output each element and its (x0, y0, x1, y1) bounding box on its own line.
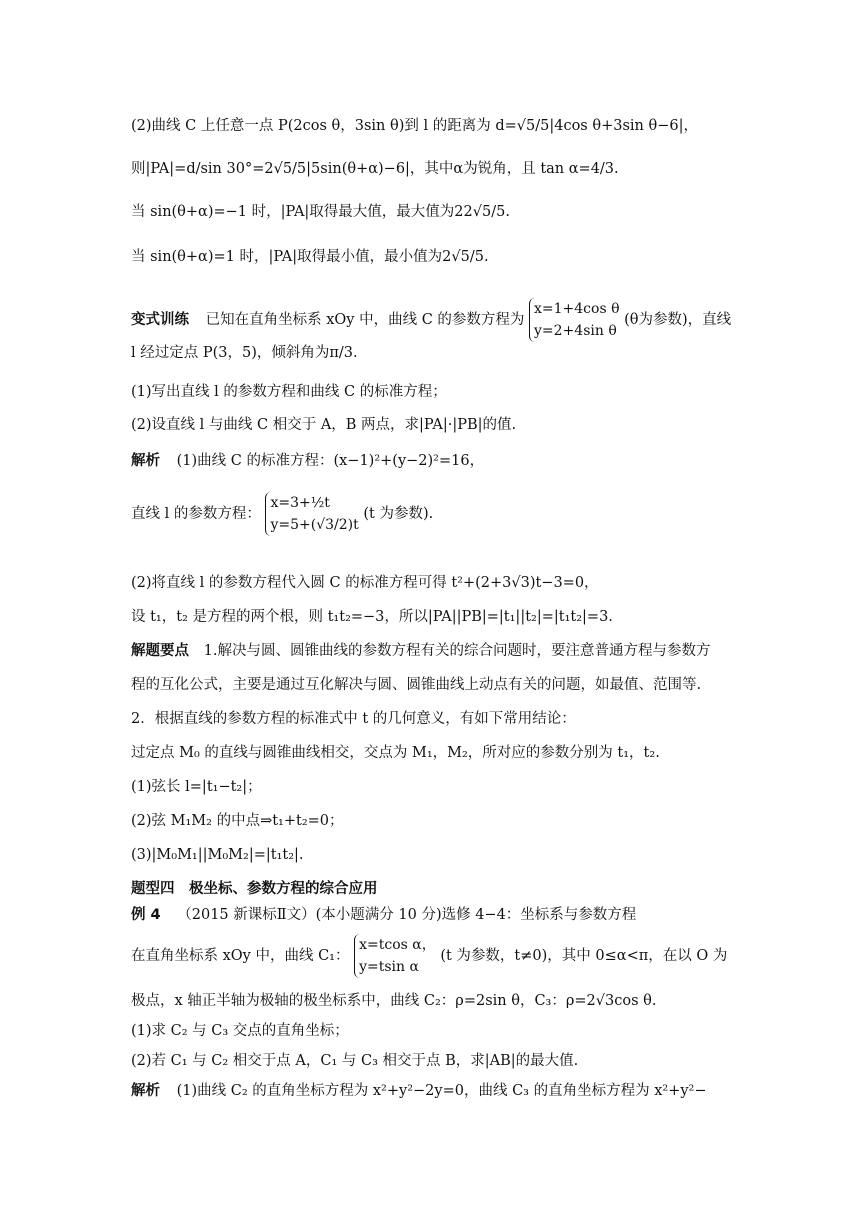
text-line: (2)设直线 l 与曲线 C 相交于 A，B 两点，求|PA|·|PB|的值. (131, 417, 517, 433)
solution-line-2: 解析 (1)曲线 C₂ 的直角坐标方程为 x²+y²−2y=0，曲线 C₃ 的直角坐标方程为 x²+y²− (131, 1083, 707, 1099)
curve-c1-line: 在直角坐标系 xOy 中，曲线 C₁： x=tcos α， y=tsin α (t 为参数，t≠0)，其中 0≤α<π，在以 O 为 (131, 934, 732, 978)
text-line: 当 sin(θ+α)=−1 时，|PA|取得最大值，最大值为22√5/5. (131, 204, 510, 220)
text-line: (1)写出直线 l 的参数方程和曲线 C 的标准方程； (131, 384, 447, 400)
variant-label: 变式训练 (131, 312, 189, 328)
solution-label: 解析 (131, 453, 160, 469)
text-line: 设 t₁，t₂ 是方程的两个根，则 t₁t₂=−3，所以|PA||PB|=|t₁||t₂|=|t₁t₂|=3. (131, 609, 613, 625)
variant-line: 变式训练 已知在直角坐标系 xOy 中，曲线 C 的参数方程为 x=1+4cos θ y=2+4sin θ (θ为参数)，直线 (131, 298, 732, 342)
line-l-param: 直线 l 的参数方程： x=3+½t y=5+(√3/2)t (t 为参数). (131, 492, 732, 536)
solution-line: 解析 (1)曲线 C 的标准方程：(x−1)²+(y−2)²=16， (131, 453, 485, 469)
text-line: 则|PA|=d/sin 30°=2√5/5|5sin(θ+α)−6|，其中α为锐角，且 tan α=4/3. (131, 161, 619, 177)
text-line: 2．根据直线的参数方程的标准式中 t 的几何意义，有如下常用结论： (131, 711, 576, 727)
text-line: (2)若 C₁ 与 C₂ 相交于点 A，C₁ 与 C₃ 相交于点 B，求|AB|的最大值. (131, 1053, 579, 1069)
key-points-line: 解题要点 1.解决与圆、圆锥曲线的参数方程有关的综合问题时，要注意普通方程与参数方 (131, 643, 711, 659)
curve-c-system: x=1+4cos θ y=2+4sin θ (529, 298, 620, 342)
text-line: (3)|M₀M₁||M₀M₂|=|t₁t₂|. (131, 847, 304, 863)
text-line: (2)将直线 l 的参数方程代入圆 C 的标准方程可得 t²+(2+3√3)t−3=0， (131, 575, 599, 591)
text-line: l 经过定点 P(3，5)，倾斜角为π/3. (131, 345, 358, 361)
text-line: 当 sin(θ+α)=1 时，|PA|取得最小值，最小值为2√5/5. (131, 249, 489, 265)
section-heading: 题型四 极坐标、参数方程的综合应用 (131, 881, 378, 897)
curve-c1-system: x=tcos α， y=tsin α (354, 934, 436, 978)
text-line: (1)求 C₂ 与 C₃ 交点的直角坐标； (131, 1023, 349, 1039)
text-line: 过定点 M₀ 的直线与圆锥曲线相交，交点为 M₁，M₂，所对应的参数分别为 t₁，t₂. (131, 745, 660, 761)
example-line: 例 4 （2015 新课标Ⅱ文）(本小题满分 10 分)选修 4−4：坐标系与参数方程 (131, 907, 637, 923)
text-line: 极点，x 轴正半轴为极轴的极坐标系中，曲线 C₂：ρ=2sin θ，C₃：ρ=2√3cos θ. (131, 993, 657, 1009)
text-line: (2)弦 M₁M₂ 的中点⇒t₁+t₂=0； (131, 813, 344, 829)
text-line: 程的互化公式，主要是通过互化解决与圆、圆锥曲线上动点有关的问题，如最值、范围等. (131, 677, 702, 693)
text-line: (1)弦长 l=|t₁−t₂|； (131, 779, 262, 795)
example-label: 例 4 (131, 907, 161, 923)
line-l-system: x=3+½t y=5+(√3/2)t (265, 492, 358, 536)
key-points-label: 解题要点 (131, 643, 189, 659)
text-line: (2)曲线 C 上任意一点 P(2cos θ，3sin θ)到 l 的距离为 d=√5/5|4cos θ+3sin θ−6|， (131, 118, 698, 134)
